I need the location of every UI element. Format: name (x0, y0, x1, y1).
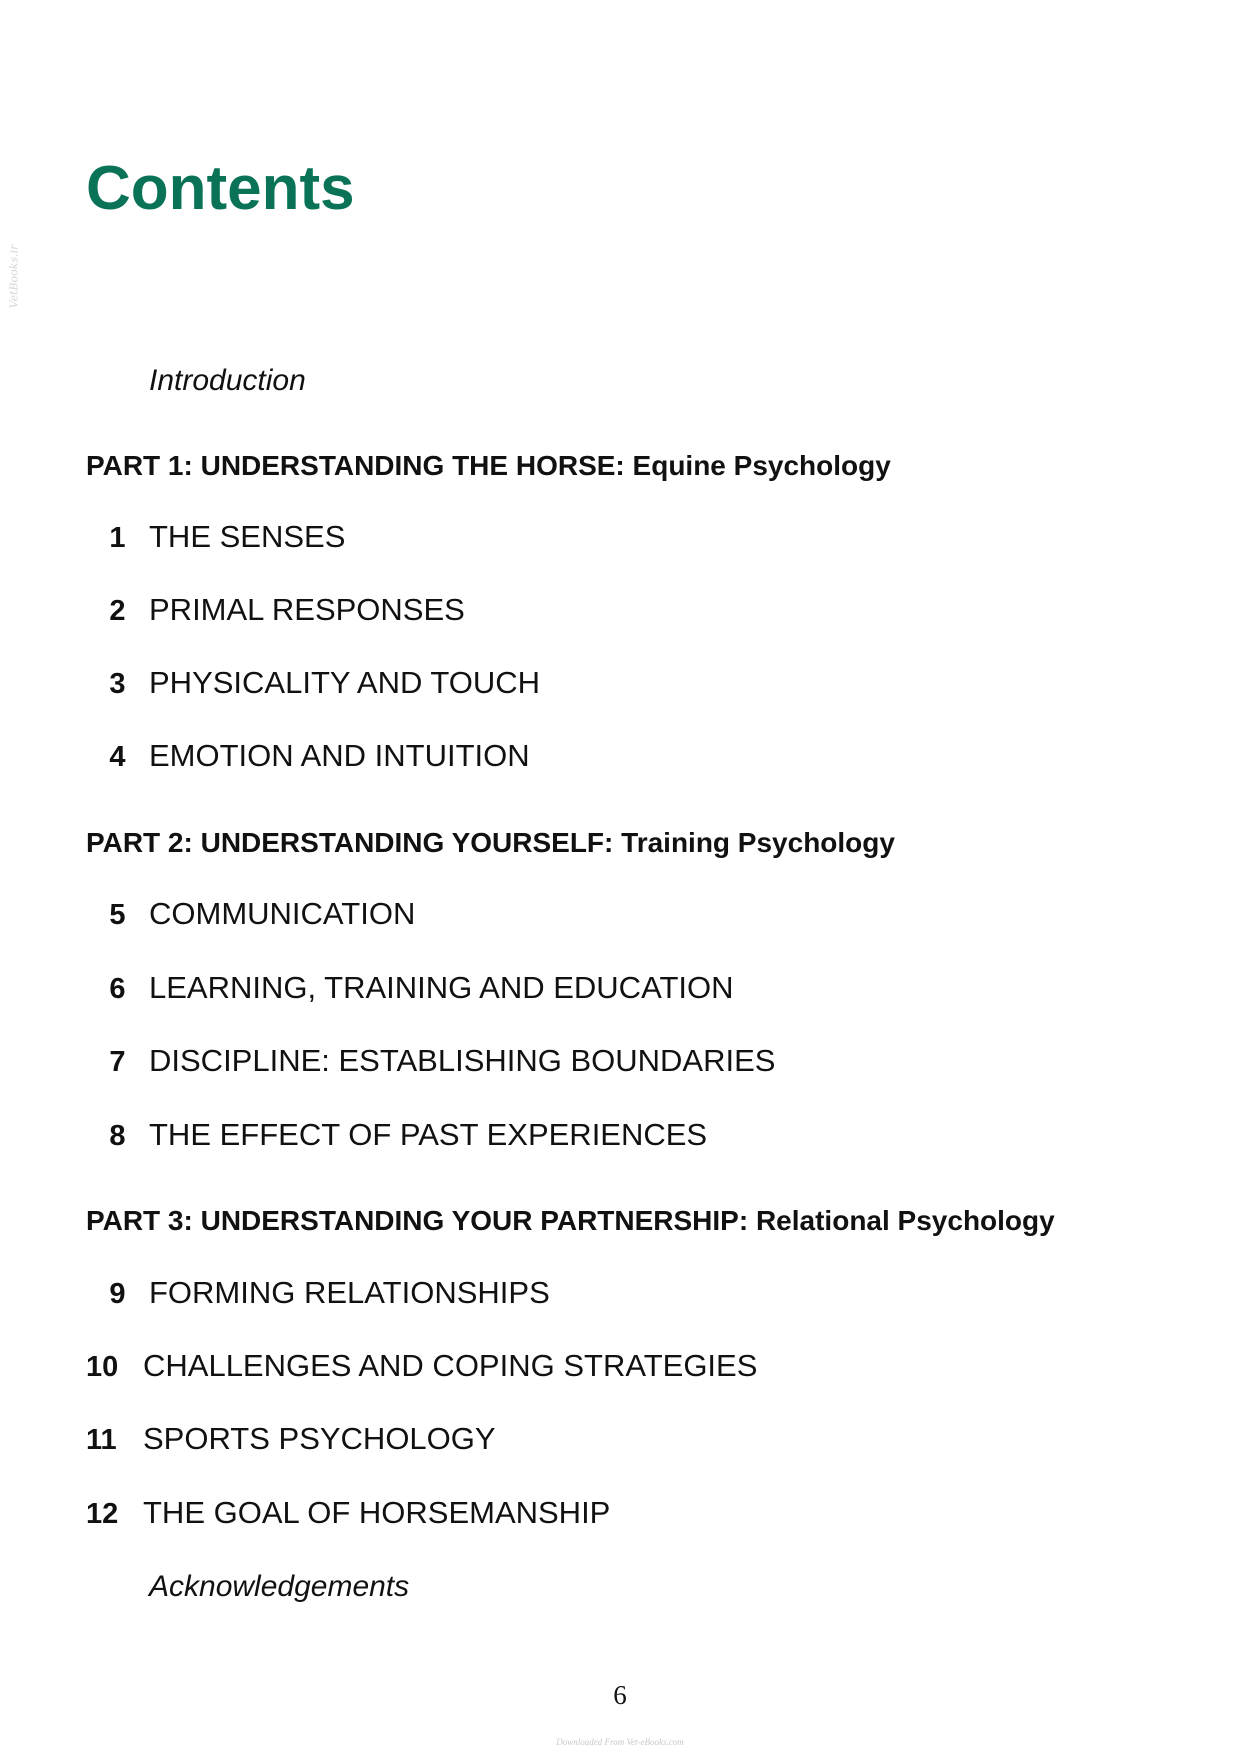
chapter-title: THE GOAL OF HORSEMANSHIP (143, 1495, 611, 1530)
chapter-number: 9 (109, 1278, 126, 1310)
chapter-number: 12 (86, 1498, 119, 1530)
footer-credit: Downloaded From Vet-eBooks.com (556, 1737, 684, 1747)
chapter-title: DISCIPLINE: ESTABLISHING BOUNDARIES (149, 1043, 776, 1078)
chapter-title: COMMUNICATION (149, 896, 416, 931)
chapter-number: 7 (109, 1046, 126, 1078)
chapter-number: 6 (109, 973, 126, 1005)
chapter-number: 1 (109, 522, 126, 554)
toc-chapter-4[interactable] (86, 740, 530, 772)
toc-chapter-12[interactable] (86, 1497, 610, 1529)
toc-part-1-heading[interactable]: PART 1: UNDERSTANDING THE HORSE: Equine Psychology (86, 450, 891, 481)
page-title: Contents (86, 154, 355, 223)
toc-acknowledgements[interactable]: Acknowledgements (149, 1570, 410, 1603)
chapter-number: 4 (109, 741, 126, 773)
chapter-title: PRIMAL RESPONSES (149, 592, 465, 627)
chapter-title: CHALLENGES AND COPING STRATEGIES (143, 1348, 758, 1383)
toc-chapter-10[interactable] (86, 1350, 757, 1382)
chapter-number: 8 (109, 1120, 126, 1152)
toc-chapter-2[interactable] (86, 594, 465, 626)
toc-chapter-7[interactable] (86, 1045, 775, 1077)
chapter-number: 10 (86, 1351, 119, 1383)
page-number: 6 (613, 1680, 627, 1710)
chapter-number: 2 (109, 595, 126, 627)
side-watermark: VetBooks.ir (7, 244, 21, 309)
chapter-title: SPORTS PSYCHOLOGY (143, 1421, 496, 1456)
toc-chapter-3[interactable] (86, 667, 540, 699)
chapter-title: LEARNING, TRAINING AND EDUCATION (149, 970, 734, 1005)
chapter-title: PHYSICALITY AND TOUCH (149, 665, 541, 700)
chapter-number: 3 (109, 668, 126, 700)
toc-chapter-8[interactable] (86, 1119, 707, 1151)
chapter-number: 5 (109, 899, 126, 931)
toc-chapter-11[interactable] (86, 1423, 496, 1455)
chapter-title: THE SENSES (149, 519, 346, 554)
toc-introduction[interactable]: Introduction (149, 364, 306, 397)
toc-chapter-6[interactable] (86, 972, 734, 1004)
toc-chapter-5[interactable] (86, 898, 415, 930)
chapter-number: 11 (86, 1424, 117, 1456)
toc-chapter-9[interactable] (86, 1277, 550, 1309)
chapter-title: FORMING RELATIONSHIPS (149, 1275, 550, 1310)
toc-part-2-heading[interactable]: PART 2: UNDERSTANDING YOURSELF: Training Psychology (86, 827, 895, 858)
toc-part-3-heading[interactable]: PART 3: UNDERSTANDING YOUR PARTNERSHIP: Relational Psychology (86, 1205, 1055, 1236)
chapter-title: THE EFFECT OF PAST EXPERIENCES (149, 1117, 708, 1152)
chapter-title: EMOTION AND INTUITION (149, 738, 530, 773)
toc-chapter-1[interactable] (86, 521, 345, 553)
